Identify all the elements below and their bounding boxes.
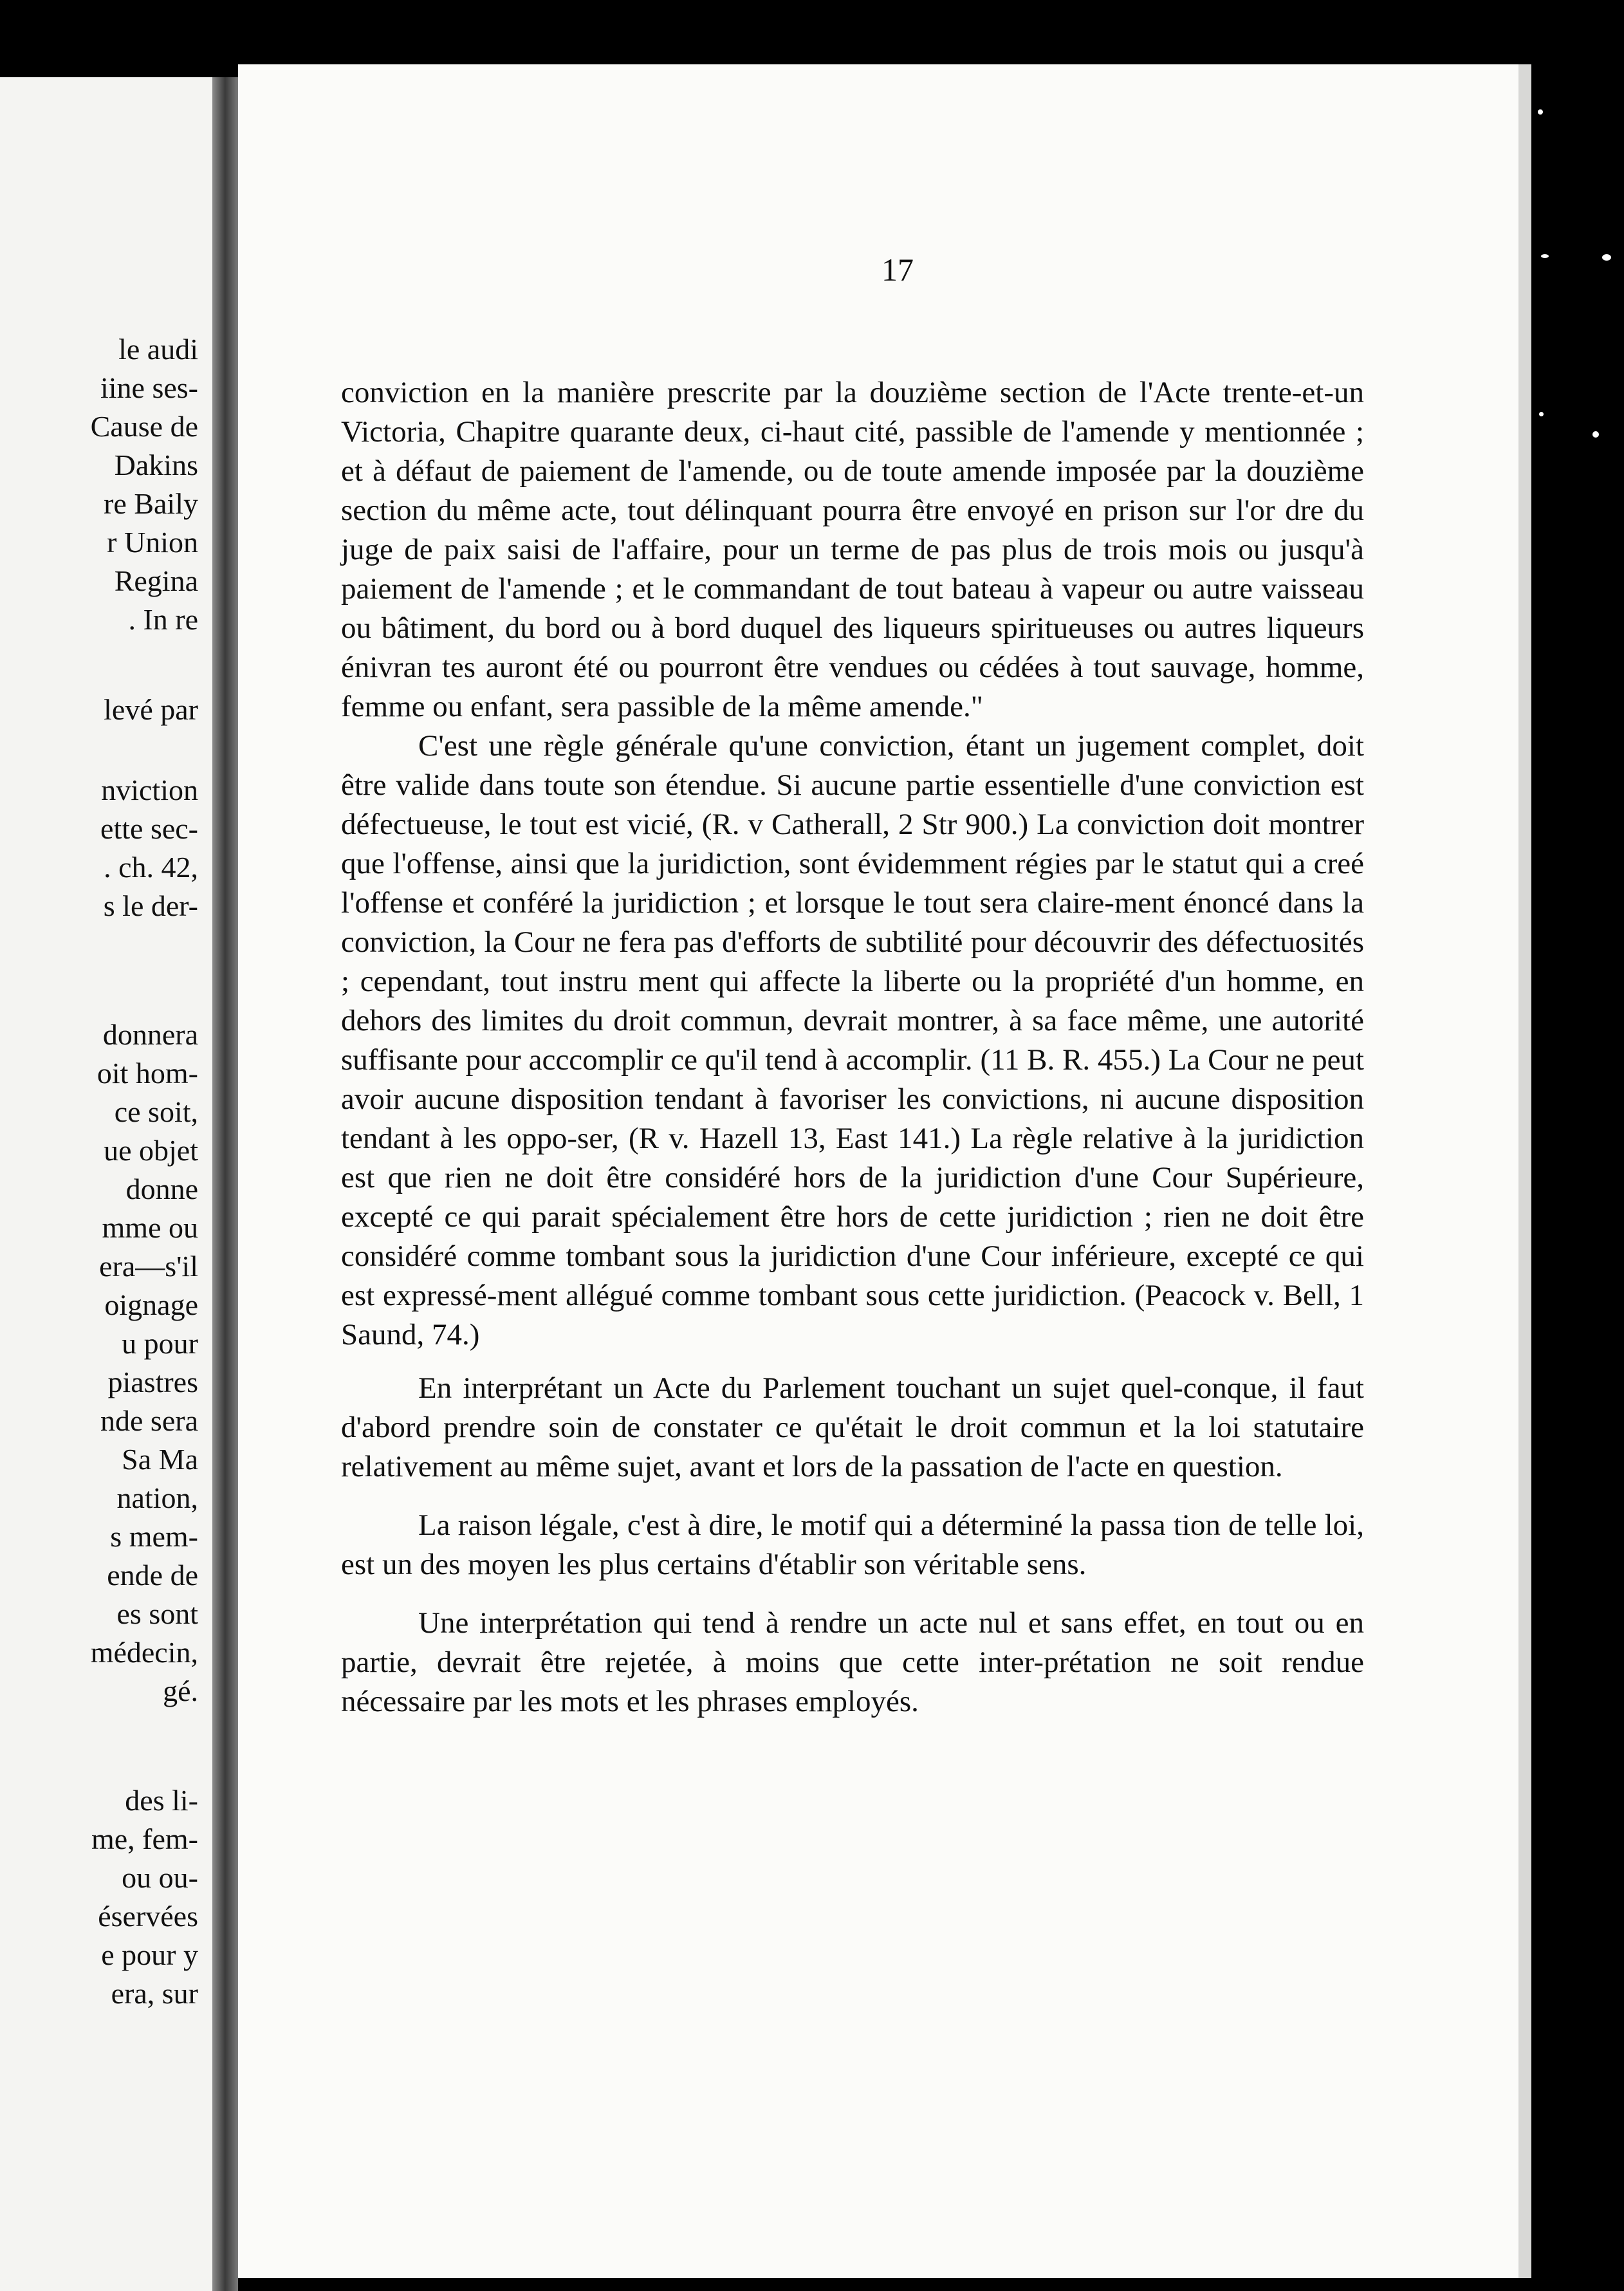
- left-line: Sa Ma: [122, 1443, 198, 1476]
- left-line: me, fem-: [91, 1823, 198, 1855]
- left-line: r Union: [107, 526, 198, 559]
- left-line: oignage: [104, 1288, 198, 1321]
- scan-speck: [1602, 254, 1611, 261]
- left-line: donne: [125, 1173, 198, 1205]
- left-line: ou ou-: [122, 1861, 198, 1894]
- paragraph: La raison légale, c'est à dire, le motif qui a déterminé la passa tion de telle loi, est un des moyen les plus certains d'établir son véritable sens.: [341, 1508, 1364, 1581]
- left-line: re Baily: [104, 487, 198, 520]
- paragraph: C'est une règle générale qu'une conviction, étant un jugement complet, doit être valide dans toute son étendue. Si aucune partie essentielle d'une conviction est défectueuse, le tout est vicié, (R. v Catherall, 2 Str 900.) La conviction doit montrer que l'offense, ainsi que la juridiction, sont évidemment régies par le statut qui a creé l'offense et conféré la juridiction ; et lorsque le tout sera claire-ment énoncé dans la conviction, la Cour ne fera pas d'efforts de subtilité pour découvrir des défectuosités ; cependant, tout instru ment qui affecte la liberte ou la propriété d'un homme, en dehors des limites du droit commun, devrait montrer, à sa face même, une autorité suffisante pour acccomplir ce qu'il tend à accomplir. (11 B. R. 455.) La Cour ne peut avoir aucune disposition tendant à favoriser les convictions, ni aucune disposition tendant à les oppo-ser, (R v. Hazell 13, East 141.) La règle relative à la juridiction est que rien ne doit être considéré hors de la juridiction d'une Cour Supérieure, excepté ce qui parait spécialement être hors de cette juridiction ; rien ne doit être considéré comme tombant sous la juridiction d'une Cour inférieure, excepté ce qui est expressé-ment allégué comme tombant sous cette juridiction. (Peacock v. Bell, 1 Saund, 74.): [341, 729, 1364, 1351]
- left-line: u pour: [122, 1327, 198, 1360]
- left-line: s le der-: [103, 889, 198, 922]
- left-line: des li-: [125, 1784, 198, 1817]
- paragraph: En interprétant un Acte du Parlement touchant un sujet quel-conque, il faut d'abord prendre soin de constater ce qu'était le droit commun et la loi statutaire relativement au même sujet, avant et lors de la passation de l'acte en question.: [341, 1371, 1364, 1483]
- left-line: nation,: [116, 1481, 198, 1514]
- left-line: ce soit,: [114, 1095, 198, 1128]
- left-line: Regina: [114, 564, 198, 597]
- left-line: era, sur: [111, 1977, 198, 2010]
- left-line: . In re: [128, 603, 198, 636]
- left-line: iine ses-: [100, 371, 198, 404]
- left-line: ette sec-: [100, 812, 198, 845]
- left-line: oit hom-: [97, 1057, 198, 1090]
- left-line: médecin,: [90, 1636, 198, 1669]
- left-line: e pour y: [101, 1938, 198, 1971]
- left-line: gé.: [163, 1674, 198, 1707]
- left-line: ende de: [107, 1559, 198, 1591]
- left-line: donnera: [102, 1018, 198, 1051]
- book-spine: [212, 77, 238, 2291]
- left-line: . ch. 42,: [104, 851, 198, 884]
- left-line: mme ou: [102, 1211, 198, 1244]
- paragraph: conviction en la manière prescrite par la douzième section de l'Acte trente-et-un Victoria, Chapitre quarante deux, ci-haut cité, passible de l'amende y mentionnée ; et à défaut de paiement de l'amende, ou de toute amende imposée par la douzième section du même acte, tout délinquant pourra être envoyé en prison sur l'or dre du juge de paix saisi de l'affaire, pour un terme de pas plus de trois mois ou jusqu'à paiement de l'amende ; et le commandant de tout bateau à vapeur ou autre vaisseau ou bâtiment, du bord ou à bord duquel des liqueurs spiritueuses ou autres liqueurs énivran tes auront été ou pourront être vendues ou cédées à tout sauvage, homme, femme ou enfant, sera passible de la même amende.": [341, 376, 1364, 723]
- left-line: levé par: [104, 693, 198, 726]
- left-line: Cause de: [90, 410, 198, 443]
- left-line: nviction: [101, 774, 198, 806]
- page-number: 17: [881, 252, 914, 288]
- paragraph: Une interprétation qui tend à rendre un acte nul et sans effet, en tout ou en partie, devrait être rejetée, à moins que cette inter-prétation ne soit rendue nécessaire par les mots et les phrases employés.: [341, 1606, 1364, 1718]
- left-line: le audi: [118, 333, 198, 366]
- left-line: s mem-: [110, 1520, 198, 1553]
- left-line: era—s'il: [99, 1250, 198, 1283]
- left-line: piastres: [107, 1366, 198, 1398]
- left-line: ue objet: [104, 1134, 198, 1167]
- page-edge: [1518, 64, 1531, 2278]
- left-line: es sont: [116, 1597, 198, 1630]
- left-line: nde sera: [100, 1404, 198, 1437]
- left-line: Dakins: [114, 449, 198, 481]
- page-body: [341, 373, 1364, 1721]
- previous-page-fragment: [0, 77, 212, 2291]
- book-page: [238, 64, 1518, 2278]
- scan-speck: [1539, 412, 1544, 416]
- scan-speck: [1592, 431, 1599, 438]
- left-line: éservées: [98, 1900, 198, 1933]
- scan-speck: [1541, 254, 1549, 258]
- scan-speck: [1538, 109, 1543, 115]
